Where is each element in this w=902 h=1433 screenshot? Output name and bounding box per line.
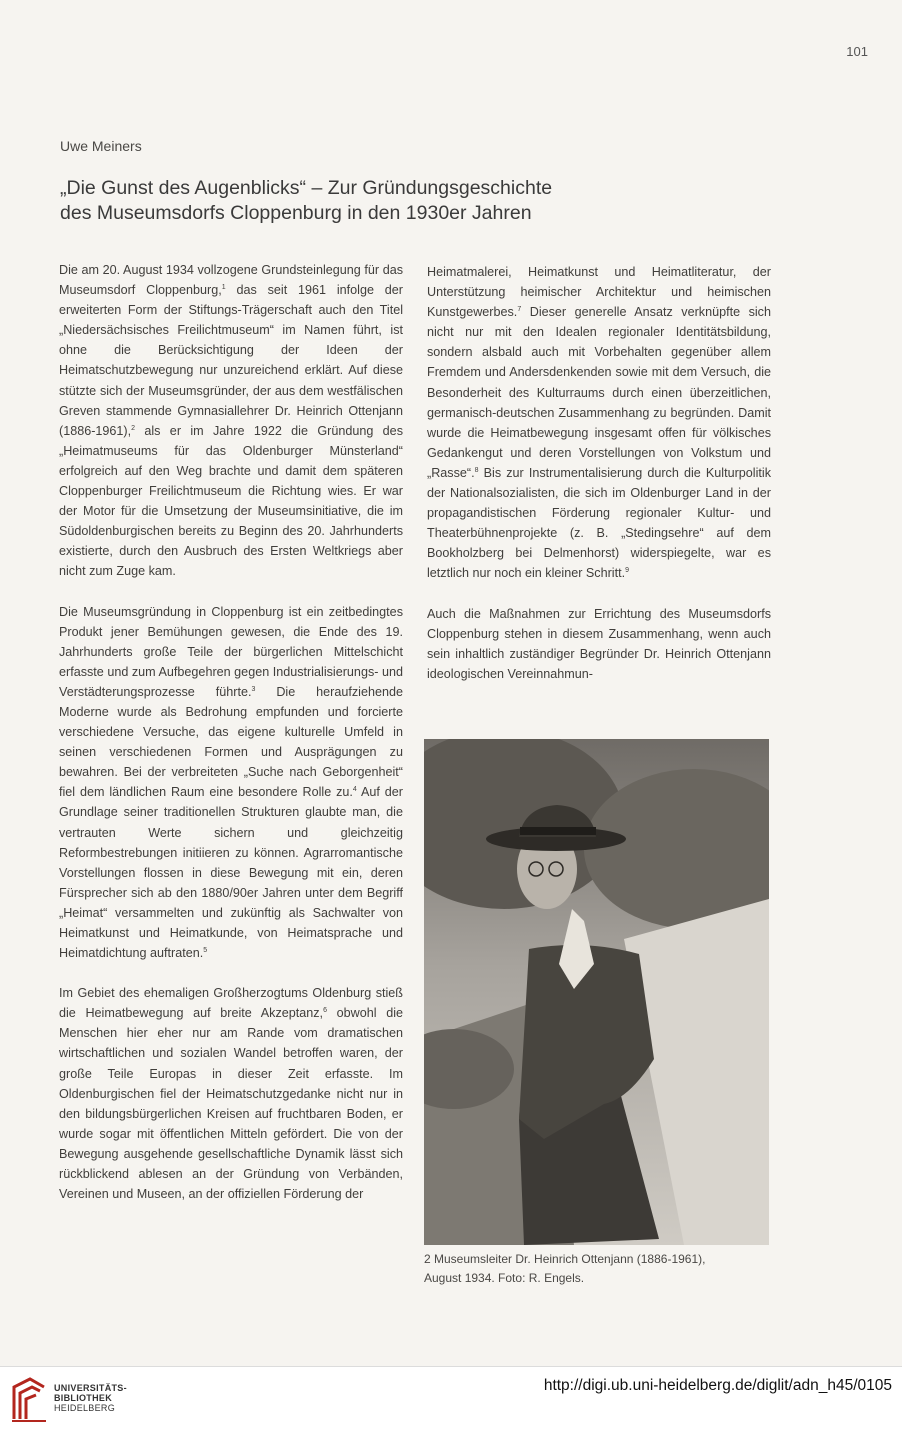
- footnote-ref[interactable]: 3: [251, 685, 256, 693]
- author-name: Uwe Meiners: [60, 138, 142, 154]
- page-number: 101: [846, 44, 868, 59]
- figure-caption: [424, 1250, 769, 1288]
- footnote-ref[interactable]: 1: [221, 284, 226, 292]
- footnote-ref[interactable]: 8: [474, 466, 479, 474]
- footnote-ref[interactable]: 2: [131, 424, 136, 432]
- footnote-ref[interactable]: 9: [625, 567, 629, 575]
- left-column: [59, 260, 403, 1224]
- source-url-link[interactable]: http://digi.ub.uni-heidelberg.de/diglit/adn_h45/0105: [543, 1377, 892, 1394]
- title-line-2: des Museumsdorfs Cloppenburg in den 1930er Jahren: [60, 202, 532, 224]
- footnote-ref[interactable]: 5: [203, 947, 208, 955]
- library-line-2: BIBLIOTHEK: [54, 1393, 112, 1403]
- portrait-photo: [424, 739, 769, 1245]
- portrait-photo-drawing: [424, 739, 769, 1245]
- library-line-3: HEIDELBERG: [54, 1403, 116, 1413]
- viewer-footer: [0, 1366, 902, 1433]
- right-column: [427, 262, 771, 704]
- title-line-1: „Die Gunst des Augenblicks“ – Zur Gründungsgeschichte: [60, 177, 553, 199]
- university-logo-icon[interactable]: [10, 1377, 48, 1423]
- library-line-1: UNIVERSITÄTS-: [54, 1383, 127, 1393]
- caption-line-1: 2 Museumsleiter Dr. Heinrich Ottenjann (1886-1961),: [424, 1252, 706, 1266]
- paragraph: Im Gebiet des ehemaligen Großherzogtums Oldenburg stieß die Heimatbewegung auf breite Akzeptanz,$^6$ obwohl die Menschen hier eher nur am Rande vom dramatischen wirtschaftlichen und sozialen Wandel betroffen waren, der große Teile Europas in dieser Zeit erfasste. Im Oldenburgischen fiel der Heimatschutzgedanke nicht nur in den bildungsbürgerlichen Kreisen auf fruchtbaren Boden, er wurde sogar mit öffentlichen Mitteln gefördert. Die von der Bewegung ausgehende gesellschaftliche Dynamik lässt sich rückblickend ablesen an der Gründung von Verbänden, Vereinen und Museen, an der offiziellen Förderung der: [59, 986, 403, 1202]
- article-title: [60, 176, 660, 226]
- library-name: [54, 1383, 127, 1413]
- paragraph: Auch die Maßnahmen zur Errichtung des Museumsdorfs Cloppenburg stehen in diesem Zusammenhang, wenn auch sein inhaltlich zuständiger Begründer Dr. Heinrich Ottenjann ideologischen Vereinnahmun-: [427, 606, 771, 681]
- paragraph: Die am 20. August 1934 vollzogene Grundsteinlegung für das Museumsdorf Cloppenburg,$^1$ das seit 1961 infolge der erweiterten Form der Stiftungs-Trägerschaft auch den Titel „Niedersächsisches Freilichtmuseum“ im Namen führt, ist ohne die Berücksichtigung der Ideen der Heimatschutzbewegung nur unzureichend erklärt. Auf diese stützte sich der Museumsgründer, der aus dem westfälischen Greven stammende Gymnasiallehrer Dr. Heinrich Ottenjann (1886-1961),$^2$ als er im Jahre 1922 die Gründung des „Heimatmuseums für das Oldenburger Münsterland“ erfolgreich auf den Weg brachte und damit dem späteren Cloppenburger Freilichtmuseum die Richtung wies. Er war der Motor für die Umsetzung der Museumsinitiative, die im Südoldenburgischen bereits zu Beginn des 20. Jahrhunderts existierte, durch den Ausbruch des Ersten Weltkriegs aber nicht zum Zuge kam.: [59, 263, 403, 579]
- paragraph: Heimatmalerei, Heimatkunst und Heimatliteratur, der Unterstützung heimischer Architektur und heimischen Kunstgewerbes.$^7$ Dieser generelle Ansatz verknüpfte sich nicht nur mit den Idealen regionaler Identitätsbildung, sondern alsbald auch mit Vorbehalten gegenüber allem Fremdem und Andersdenkenden sowie mit dem Versuch, die Besonderheit des Kulturraums durch einen überzeitlichen, germanisch-deutschen Zusammenhang zu begründen. Damit wurde die Heimatbewegung insgesamt offen für völkisches Gedankengut und deren Vorstellungen von Volkstum und „Rasse“.$^8$ Bis zur Instrumentalisierung durch die Kulturpolitik der Nationalsozialisten, die sich im Oldenburger Land in der propagandistischen Förderung regionaler Kultur- und Theaterbühnenprojekte (z. B. „Stedingsehre“ auf dem Bookholzberg bei Delmenhorst) widerspiegelte, war es letztlich nur noch ein kleiner Schritt.$^9$: [427, 265, 771, 581]
- footnote-ref[interactable]: 6: [323, 1007, 327, 1015]
- footnote-ref[interactable]: 7: [517, 306, 522, 314]
- paragraph: Die Museumsgründung in Cloppenburg ist ein zeitbedingtes Produkt jener Bemühungen gewesen, die Ende des 19. Jahrhunderts große Teile der bürgerlichen Mittelschicht erfasste und zum Aufbegehren gegen Industrialisierungs- und Verstädterungsprozesse führte.$^3$ Die heraufziehende Moderne wurde als Bedrohung empfunden und forcierte verschiedene Versuche, das eigene kulturelle Umfeld in seinen verschiedenen Formen und Ausprägungen zu bewahren. Bei der verbreiteten „Suche nach Geborgenheit“ fiel dem ländlichen Raum eine besondere Rolle zu.$^4$ Auf der Grundlage seiner traditionellen Strukturen glaubte man, die vertrauten Werte sichern und gleichzeitig Reformbestrebungen initiieren zu können. Agrarromantische Vorstellungen flossen in diese Bewegung mit ein, deren Fürsprecher sich ab den 1880/90er Jahren unter dem Begriff „Heimat“ versammelten und zukünftig als Sachwalter von Heimatkunst und Heimatkunde, von Heimatsprache und Heimatdichtung auftraten.$^5$: [59, 604, 403, 961]
- footnote-ref[interactable]: 4: [352, 786, 357, 794]
- caption-line-2: August 1934. Foto: R. Engels.: [424, 1271, 585, 1285]
